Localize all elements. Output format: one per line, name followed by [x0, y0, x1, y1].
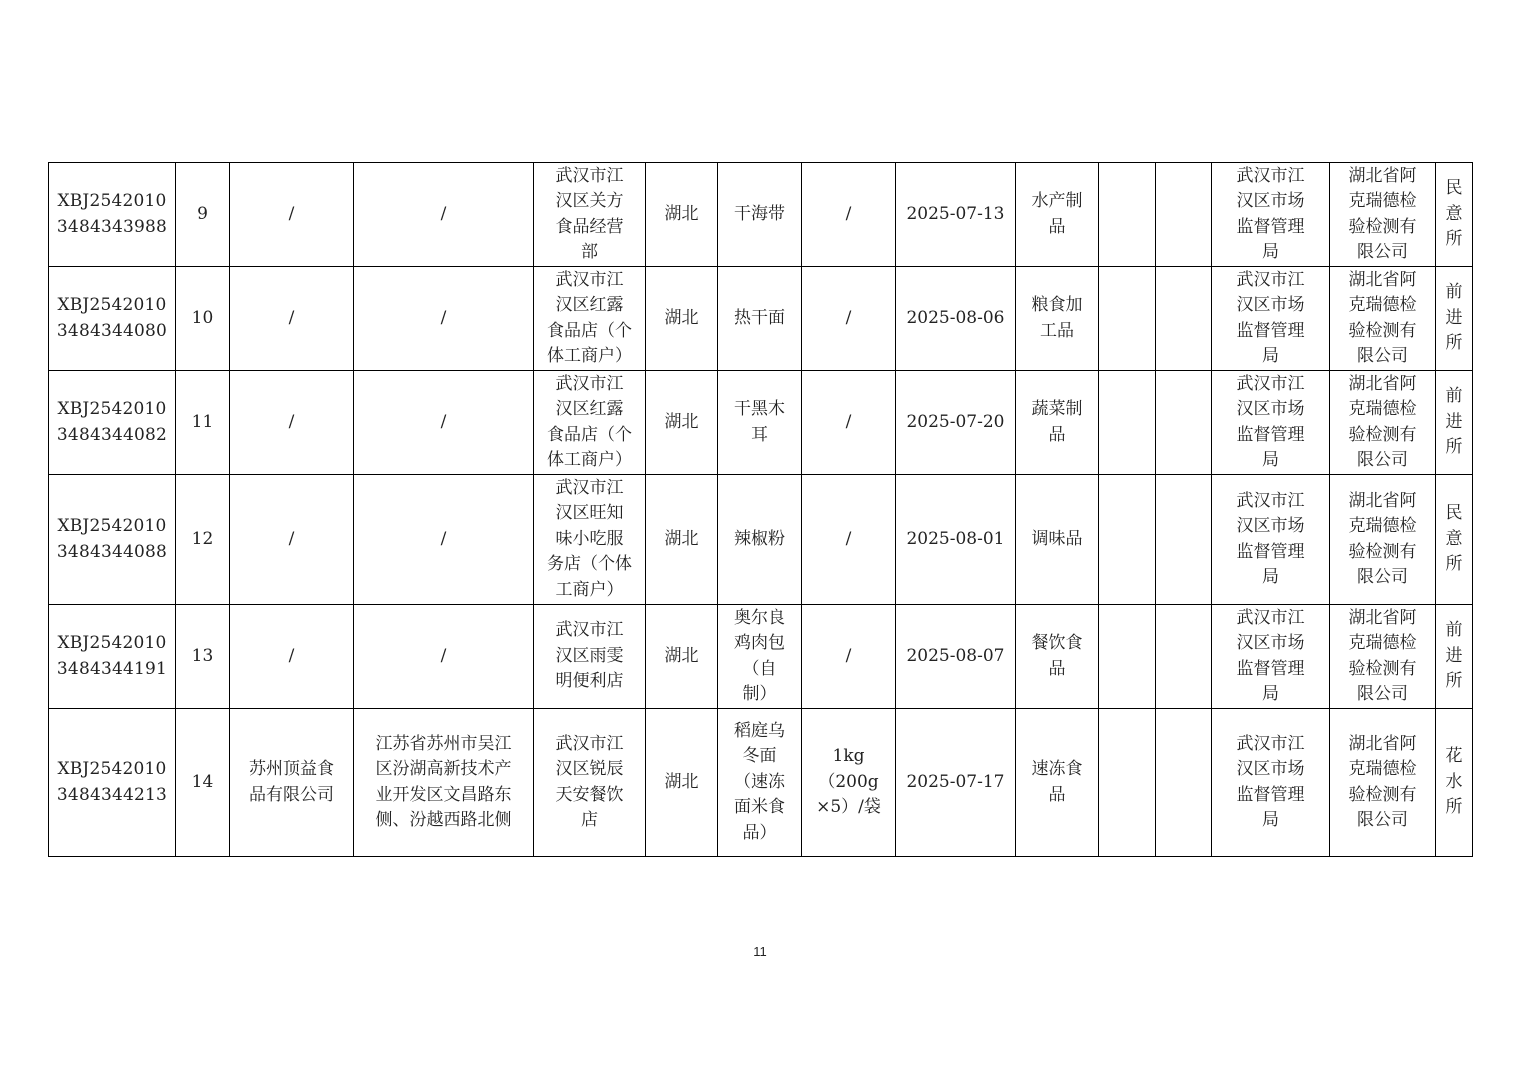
office-cell: 前 进 所: [1436, 267, 1473, 371]
province-cell: 湖北: [646, 267, 718, 371]
table-row: [49, 709, 1473, 857]
sequence-number-cell: 12: [176, 475, 230, 605]
manufacturer-cell: 苏州顶益食 品有限公司: [230, 709, 354, 857]
office-cell: 花 水 所: [1436, 709, 1473, 857]
food-category-cell: 蔬菜制 品: [1016, 371, 1099, 475]
blank-cell: [1156, 371, 1212, 475]
production-date-cell: 2025-08-01: [896, 475, 1016, 605]
production-date-cell: 2025-08-07: [896, 605, 1016, 709]
sequence-number-cell: 9: [176, 163, 230, 267]
food-category-cell: 水产制 品: [1016, 163, 1099, 267]
task-source-cell: 武汉市江 汉区市场 监督管理 局: [1212, 371, 1330, 475]
specification-cell: /: [802, 371, 896, 475]
production-date-cell: 2025-07-20: [896, 371, 1016, 475]
blank-cell: [1156, 605, 1212, 709]
table-row: [49, 163, 1473, 267]
blank-cell: [1099, 163, 1156, 267]
province-cell: 湖北: [646, 371, 718, 475]
sequence-number-cell: 11: [176, 371, 230, 475]
province-cell: 湖北: [646, 709, 718, 857]
task-source-cell: 武汉市江 汉区市场 监督管理 局: [1212, 605, 1330, 709]
blank-cell: [1099, 371, 1156, 475]
food-name-cell: 奥尔良 鸡肉包 （自 制）: [718, 605, 802, 709]
specification-cell: /: [802, 475, 896, 605]
blank-cell: [1156, 709, 1212, 857]
specification-cell: /: [802, 267, 896, 371]
food-name-cell: 干海带: [718, 163, 802, 267]
food-name-cell: 稻庭乌 冬面 （速冻 面米食 品）: [718, 709, 802, 857]
office-cell: 民 意 所: [1436, 163, 1473, 267]
food-name-cell: 干黑木 耳: [718, 371, 802, 475]
sample-id-cell: XBJ2542010 3484344080: [49, 267, 176, 371]
sampling-results-table: [48, 162, 1473, 857]
sequence-number-cell: 14: [176, 709, 230, 857]
manufacturer-address-cell: /: [354, 371, 534, 475]
food-category-cell: 调味品: [1016, 475, 1099, 605]
table-row: [49, 605, 1473, 709]
food-category-cell: 速冻食 品: [1016, 709, 1099, 857]
testing-organization-cell: 湖北省阿 克瑞德检 验检测有 限公司: [1330, 267, 1436, 371]
specification-cell: /: [802, 605, 896, 709]
office-cell: 前 进 所: [1436, 371, 1473, 475]
food-category-cell: 餐饮食 品: [1016, 605, 1099, 709]
manufacturer-address-cell: /: [354, 605, 534, 709]
blank-cell: [1099, 605, 1156, 709]
testing-organization-cell: 湖北省阿 克瑞德检 验检测有 限公司: [1330, 163, 1436, 267]
testing-organization-cell: 湖北省阿 克瑞德检 验检测有 限公司: [1330, 605, 1436, 709]
manufacturer-cell: /: [230, 475, 354, 605]
food-name-cell: 热干面: [718, 267, 802, 371]
sampled-unit-cell: 武汉市江 汉区关方 食品经营 部: [534, 163, 646, 267]
sample-id-cell: XBJ2542010 3484343988: [49, 163, 176, 267]
task-source-cell: 武汉市江 汉区市场 监督管理 局: [1212, 475, 1330, 605]
sampled-unit-cell: 武汉市江 汉区旺知 味小吃服 务店（个体 工商户）: [534, 475, 646, 605]
manufacturer-address-cell: /: [354, 267, 534, 371]
manufacturer-cell: /: [230, 371, 354, 475]
production-date-cell: 2025-08-06: [896, 267, 1016, 371]
production-date-cell: 2025-07-13: [896, 163, 1016, 267]
sampled-unit-cell: 武汉市江 汉区红露 食品店（个 体工商户）: [534, 267, 646, 371]
specification-cell: /: [802, 163, 896, 267]
sample-id-cell: XBJ2542010 3484344191: [49, 605, 176, 709]
province-cell: 湖北: [646, 163, 718, 267]
manufacturer-cell: /: [230, 163, 354, 267]
testing-organization-cell: 湖北省阿 克瑞德检 验检测有 限公司: [1330, 475, 1436, 605]
production-date-cell: 2025-07-17: [896, 709, 1016, 857]
specification-cell: 1kg （200g ×5）/袋: [802, 709, 896, 857]
sampled-unit-cell: 武汉市江 汉区红露 食品店（个 体工商户）: [534, 371, 646, 475]
food-category-cell: 粮食加 工品: [1016, 267, 1099, 371]
blank-cell: [1156, 163, 1212, 267]
sequence-number-cell: 13: [176, 605, 230, 709]
office-cell: 前 进 所: [1436, 605, 1473, 709]
manufacturer-cell: /: [230, 605, 354, 709]
sampled-unit-cell: 武汉市江 汉区雨雯 明便利店: [534, 605, 646, 709]
task-source-cell: 武汉市江 汉区市场 监督管理 局: [1212, 709, 1330, 857]
sample-id-cell: XBJ2542010 3484344088: [49, 475, 176, 605]
province-cell: 湖北: [646, 605, 718, 709]
sample-id-cell: XBJ2542010 3484344082: [49, 371, 176, 475]
manufacturer-cell: /: [230, 267, 354, 371]
page-number: 11: [753, 944, 767, 959]
sample-id-cell: XBJ2542010 3484344213: [49, 709, 176, 857]
blank-cell: [1099, 475, 1156, 605]
province-cell: 湖北: [646, 475, 718, 605]
manufacturer-address-cell: /: [354, 163, 534, 267]
testing-organization-cell: 湖北省阿 克瑞德检 验检测有 限公司: [1330, 371, 1436, 475]
manufacturer-address-cell: /: [354, 475, 534, 605]
sampled-unit-cell: 武汉市江 汉区锐辰 天安餐饮 店: [534, 709, 646, 857]
blank-cell: [1099, 267, 1156, 371]
blank-cell: [1156, 267, 1212, 371]
manufacturer-address-cell: 江苏省苏州市吴江 区汾湖高新技术产 业开发区文昌路东 侧、汾越西路北侧: [354, 709, 534, 857]
testing-organization-cell: 湖北省阿 克瑞德检 验检测有 限公司: [1330, 709, 1436, 857]
blank-cell: [1099, 709, 1156, 857]
table-row: [49, 475, 1473, 605]
sequence-number-cell: 10: [176, 267, 230, 371]
blank-cell: [1156, 475, 1212, 605]
food-name-cell: 辣椒粉: [718, 475, 802, 605]
office-cell: 民 意 所: [1436, 475, 1473, 605]
task-source-cell: 武汉市江 汉区市场 监督管理 局: [1212, 267, 1330, 371]
task-source-cell: 武汉市江 汉区市场 监督管理 局: [1212, 163, 1330, 267]
table-row: [49, 267, 1473, 371]
table-row: [49, 371, 1473, 475]
